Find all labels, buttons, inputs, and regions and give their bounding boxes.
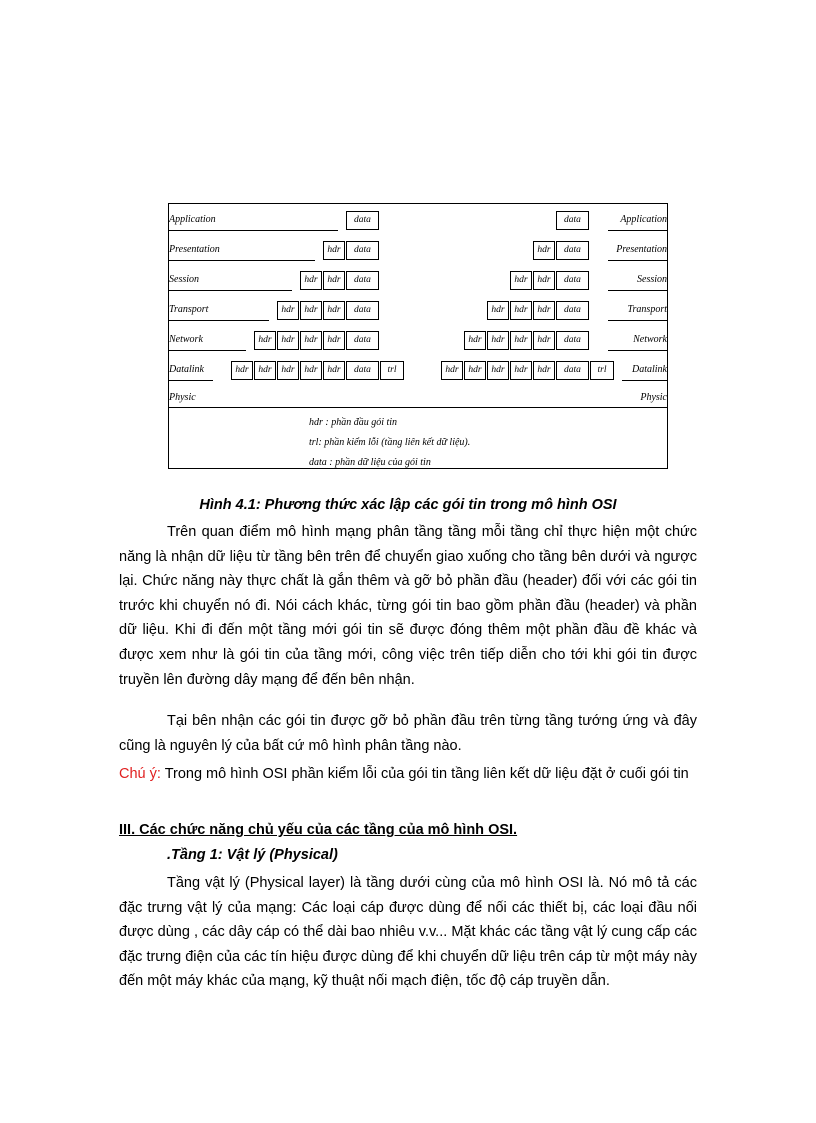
layer-label-left-transport: Transport (169, 304, 209, 315)
hdr-cell: hdr (323, 331, 345, 350)
hdr-cell: hdr (487, 301, 509, 320)
section-heading: III. Các chức năng chủ yếu của các tầng của mô hình OSI. (119, 822, 518, 838)
hdr-cell: hdr (277, 361, 299, 380)
hdr-cell: hdr (464, 361, 486, 380)
data-cell: data (556, 271, 589, 290)
legend-hdr: hdr : phần đầu gói tin (309, 417, 398, 428)
hdr-cell: hdr (533, 271, 555, 290)
paragraph-3: Tầng vật lý (Physical layer) là tầng dưới cùng của mô hình OSI là. Nó mô tả các đặc trưng vật lý của mạng: Các loại cáp được dùng để nối các thiết bị, các loại đầu nối được dùng , các dây cáp có thể dài bao nhiêu v.v... Mặt khác các tầng vật lý cung cấp các đặc trưng điện của các tín hiệu được dùng để khi chuyển dữ liệu trên cáp từ một máy này đến một máy khác của mạng, kỹ thuật nối mạch điện, tốc độ cáp truyền dẫn. (119, 875, 697, 990)
layer-line-left-application (169, 230, 338, 231)
data-cell: data (346, 331, 379, 350)
layer-line-left-session (169, 290, 292, 291)
layer-line-left-transport (169, 320, 269, 321)
data-cell: data (346, 271, 379, 290)
hdr-cell: hdr (510, 361, 532, 380)
hdr-cell: hdr (254, 331, 276, 350)
data-cell: data (346, 211, 379, 230)
layer-line-right-transport (608, 320, 667, 321)
hdr-cell: hdr (231, 361, 253, 380)
data-cell: data (556, 301, 589, 320)
hdr-cell: hdr (300, 271, 322, 290)
hdr-cell: hdr (510, 331, 532, 350)
hdr-cell: hdr (300, 301, 322, 320)
hdr-cell: hdr (300, 331, 322, 350)
layer-label-left-session: Session (169, 274, 199, 285)
hdr-cell: hdr (510, 271, 532, 290)
note-text: Trong mô hình OSI phần kiểm lỗi của gói tin tầng liên kết dữ liệu đặt ở cuối gói tin (160, 766, 689, 782)
hdr-cell: hdr (487, 361, 509, 380)
hdr-cell: hdr (464, 331, 486, 350)
physical-label-right: Physic (640, 392, 667, 403)
physical-label-left: Physic (169, 392, 196, 403)
hdr-cell: hdr (300, 361, 322, 380)
hdr-cell: hdr (441, 361, 463, 380)
data-cell: data (556, 241, 589, 260)
figure-caption: Hình 4.1: Phương thức xác lập các gói tin trong mô hình OSI (199, 497, 617, 513)
layer-label-right-transport: Transport (627, 304, 667, 315)
layer-line-left-presentation (169, 260, 315, 261)
layer-line-left-datalink (169, 380, 213, 381)
layer-line-left-network (169, 350, 246, 351)
layer-line-right-session (608, 290, 667, 291)
layer-label-left-presentation: Presentation (169, 244, 220, 255)
layer-label-right-presentation: Presentation (616, 244, 667, 255)
osi-packet-figure (168, 203, 668, 469)
data-cell: data (556, 211, 589, 230)
subsection-heading: .Tầng 1: Vật lý (Physical) (167, 847, 338, 863)
data-cell: data (556, 361, 589, 380)
note-paragraph (119, 762, 697, 787)
data-cell: data (346, 241, 379, 260)
legend-trl: trl: phần kiểm lỗi (tầng liên kết dữ liệu). (309, 437, 471, 448)
hdr-cell: hdr (323, 241, 345, 260)
hdr-cell: hdr (277, 301, 299, 320)
hdr-cell: hdr (323, 301, 345, 320)
layer-label-right-network: Network (633, 334, 667, 345)
trl-cell: trl (380, 361, 404, 380)
data-cell: data (346, 361, 379, 380)
hdr-cell: hdr (533, 301, 555, 320)
data-cell: data (346, 301, 379, 320)
hdr-cell: hdr (510, 301, 532, 320)
layer-label-right-session: Session (637, 274, 667, 285)
note-label: Chú ý: (119, 766, 161, 782)
layer-label-right-application: Application (620, 214, 667, 225)
layer-line-right-datalink (622, 380, 667, 381)
data-cell: data (556, 331, 589, 350)
paragraph-1: Trên quan điểm mô hình mạng phân tầng tầng mỗi tầng chỉ thực hiện một chức năng là nhận dữ liệu từ tầng bên trên để chuyển giao xuống cho tầng bên dưới và ngược lại. Chức năng này thực chất là gắn thêm và gỡ bỏ phần đầu (header) đối với các gói tin trước khi chuyển nó đi. Nói cách khác, từng gói tin bao gồm phần đầu (header) và phần dữ liệu. Khi đi đến một tầng mới gói tin sẽ được đóng thêm một phần đầu đề khác và được xem như là gói tin của tầng mới, công việc trên tiếp diễn cho tới khi gói tin được truyền lên đường dây mạng để đến bên nhận. (119, 524, 697, 688)
layer-label-left-application: Application (169, 214, 216, 225)
hdr-cell: hdr (277, 331, 299, 350)
hdr-cell: hdr (487, 331, 509, 350)
hdr-cell: hdr (323, 361, 345, 380)
layer-label-right-datalink: Datalink (632, 364, 667, 375)
hdr-cell: hdr (533, 331, 555, 350)
layer-line-right-presentation (608, 260, 667, 261)
hdr-cell: hdr (254, 361, 276, 380)
layer-line-right-network (608, 350, 667, 351)
paragraph-2: Tại bên nhận các gói tin được gỡ bỏ phần đầu trên từng tầng tướng ứng và đây cũng là nguyên lý của bất cứ mô hình phân tầng nào. (119, 713, 697, 754)
layer-line-right-application (608, 230, 667, 231)
legend-data: data : phần dữ liệu của gói tin (309, 457, 431, 468)
physical-line (169, 407, 667, 408)
layer-label-left-datalink: Datalink (169, 364, 204, 375)
trl-cell: trl (590, 361, 614, 380)
hdr-cell: hdr (533, 241, 555, 260)
hdr-cell: hdr (323, 271, 345, 290)
layer-label-left-network: Network (169, 334, 203, 345)
hdr-cell: hdr (533, 361, 555, 380)
